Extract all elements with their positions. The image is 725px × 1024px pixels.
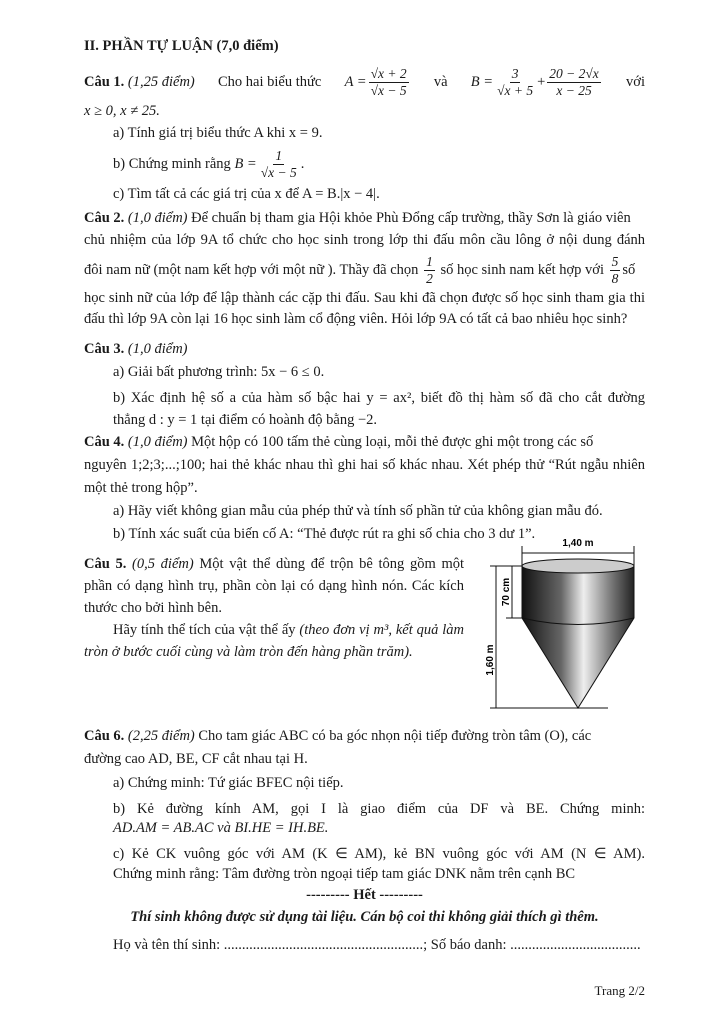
q1-intro: Cho hai biểu thức: [218, 74, 322, 90]
q1-part-b: b) Chứng minh rằng B = $\frac{1}{√x - 5}$ .: [113, 147, 305, 180]
q1-with: với: [626, 74, 645, 90]
vessel-body: [522, 566, 634, 708]
q6-part-b: b) Kẻ đường kính AM, gọi I là giao điểm của DF và BE. Chứng minh:: [113, 801, 645, 817]
q3-part-a: a) Giải bất phương trình: 5x − 6 ≤ 0.: [113, 364, 325, 380]
cyl-height-label: 70 cm: [501, 577, 512, 607]
formula-A: A = $\frac{√x + 2}{√x - 5}$: [344, 65, 407, 98]
section-title: II. PHẦN TỰ LUẬN (7,0 điểm): [84, 38, 279, 54]
q4-line2: nguyên 1;2;3;...;100; hai thẻ khác nhau thì ghi hai số khác nhau. Xét phép thử “Rút ngẫu nhiên: [84, 457, 645, 473]
q4-part-a: a) Hãy viết không gian mẫu của phép thử và tính số phần tử của không gian mẫu đó.: [113, 503, 603, 519]
q2-line2: chủ nhiệm của lớp 9A tổ chức cho học sinh trong lớp thi đấu môn cầu lông ở nội dung đánh: [84, 232, 645, 248]
q6-part-c-cont: Chứng minh rằng: Tâm đường tròn ngoại tiếp tam giác DNK nằm trên cạnh BC: [113, 866, 576, 882]
q1-points: (1,25 điểm): [127, 74, 195, 90]
end-mark: --------- Hết ---------: [306, 887, 423, 903]
q6-part-b-cont: AD.AM = AB.AC và BI.HE = IH.BE.: [113, 820, 329, 836]
q4-line3: một thẻ trong hộp”.: [84, 480, 198, 496]
q5-text: Câu 5. (0,5 điểm) Một vật thể dùng để trộn bê tông gồm một phần có dạng hình trụ, phần còn lại có dạng hình nón. Các kích thước cho bởi hình bên. Hãy tính thể tích của vật thể ấy (theo đơn vị m³, kết quả làm tròn ở bước cuối cùng và làm tròn đến hàng phần trăm).: [84, 556, 464, 660]
q1-part-c: c) Tìm tất cả các giá trị của x để A = B.|x − 4|.: [113, 186, 380, 202]
vessel-top: [522, 559, 634, 573]
cylinder-cone-figure: [478, 530, 650, 715]
q2-line5: đấu thì lớp 9A còn lại 16 học sinh làm cổ động viên. Hỏi lớp 9A có tất cả bao nhiêu học sinh?: [84, 311, 628, 327]
total-height-label: 1,60 m: [485, 644, 496, 676]
candidate-info: Họ và tên thí sinh: .......................................................; Số báo danh: ....................................: [113, 937, 641, 953]
q6-part-a: a) Chứng minh: Tứ giác BFEC nội tiếp.: [113, 775, 344, 791]
width-label: 1,40 m: [562, 538, 594, 549]
q3-part-b: b) Xác định hệ số a của hàm số bậc hai y = ax², biết đồ thị hàm số đã cho cắt đường: [113, 390, 645, 406]
exam-note: Thí sinh không được sử dụng tài liệu. Cán bộ coi thi không giải thích gì thêm.: [130, 909, 599, 925]
q6-line2: đường cao AD, BE, CF cắt nhau tại H.: [84, 751, 308, 767]
q1-condition: x ≥ 0, x ≠ 25.: [84, 103, 160, 119]
page-number: Trang 2/2: [594, 983, 645, 998]
q6-part-c: c) Kẻ CK vuông góc với AM (K ∈ AM), kẻ BN vuông góc với AM (N ∈ AM).: [113, 846, 645, 862]
q1-part-a: a) Tính giá trị biểu thức A khi x = 9.: [113, 125, 323, 141]
q2-line4: học sinh nữ của lớp để lập thành các cặp thi đấu. Sau khi đã chọn được số học sinh tham gia thi: [84, 290, 645, 306]
q3-part-b-cont: thẳng d : y = 1 tại điểm có hoành độ bằng −2.: [113, 412, 378, 428]
q1-and: và: [433, 74, 448, 90]
formula-B: B = $\frac{3}{√x + 5}$ + $\frac{20 - 2√x}{x - 25}$: [470, 65, 599, 98]
q2-line3: đôi nam nữ (một nam kết hợp với một nữ ). Thầy đã chọn $\frac{1}{2}$ số học sinh nam kết hợp với $\frac{5}{8}$ số: [84, 253, 636, 286]
q4-part-b: b) Tính xác suất của biến cố A: “Thẻ được rút ra ghi số chia cho 3 dư 1”.: [113, 526, 536, 542]
q1-label: Câu 1.: [84, 74, 125, 90]
